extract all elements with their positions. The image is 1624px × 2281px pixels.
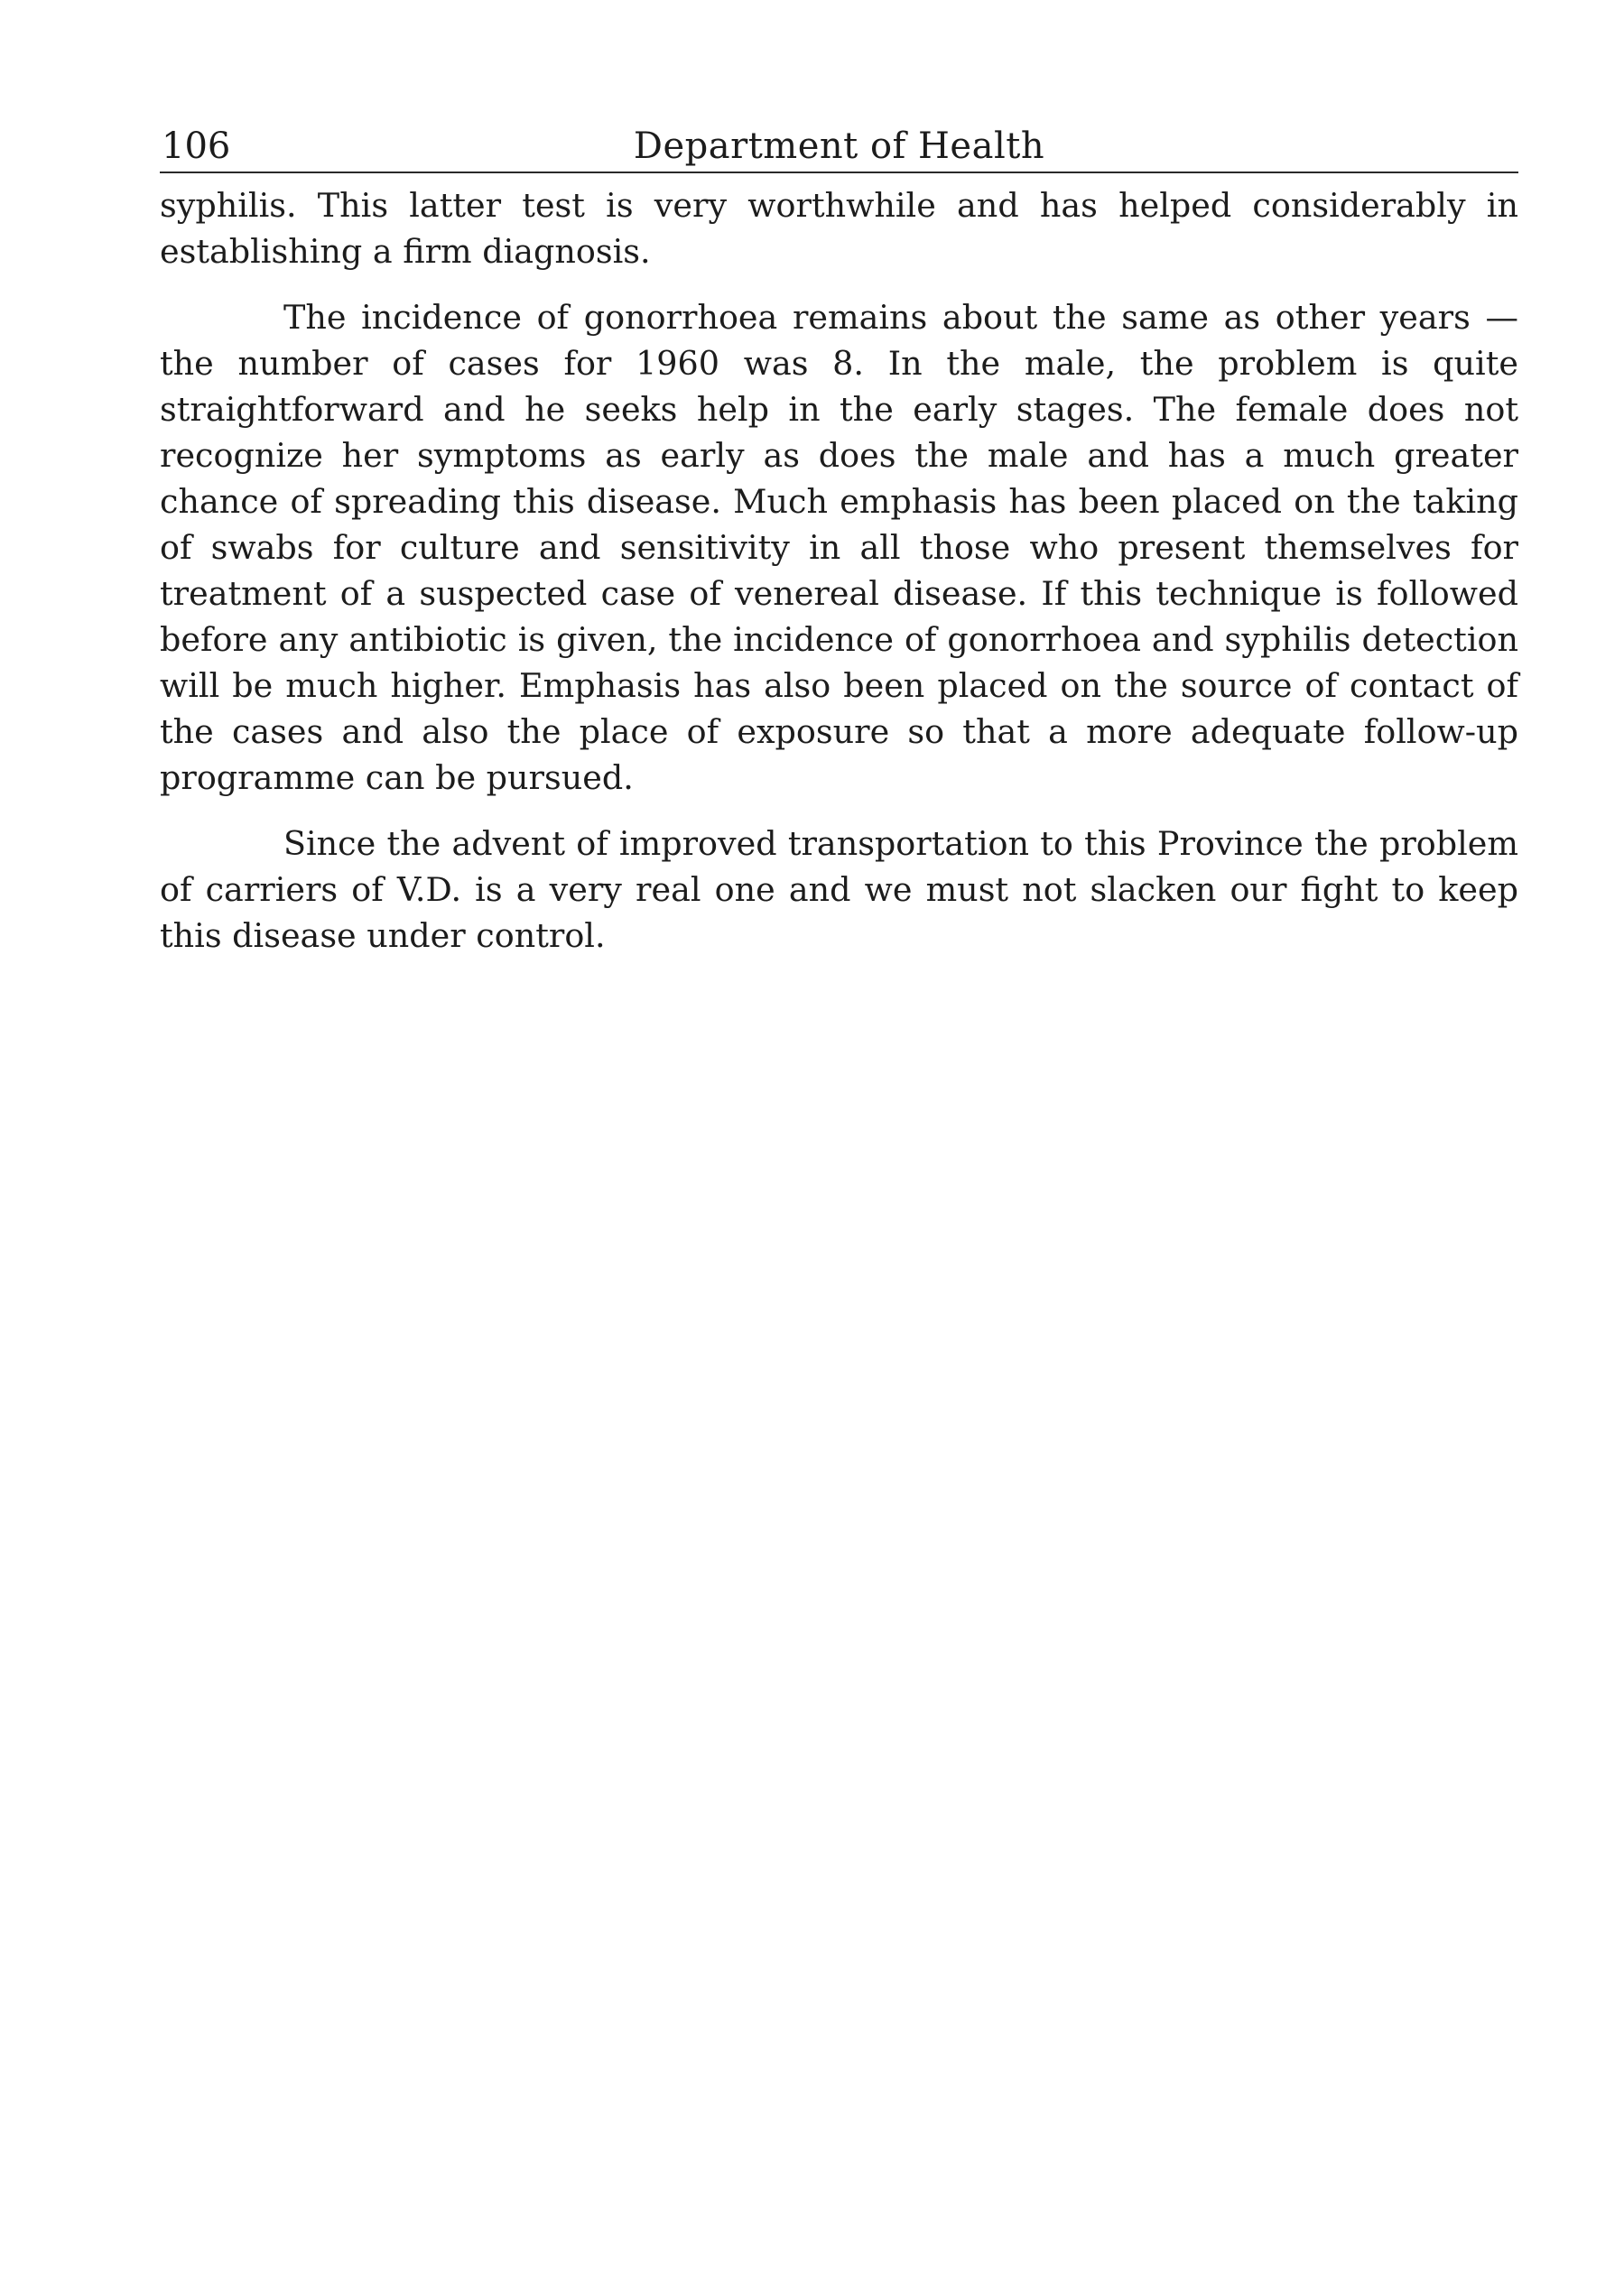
running-title: Department of Health	[633, 125, 1045, 167]
page-number: 106	[162, 125, 231, 167]
paragraph-continuation: syphilis. This latter test is very worthwhile and has helped considerably in establishing a firm diagnosis.	[160, 186, 1518, 271]
paragraph-transportation: Since the advent of improved transportation to this Province the problem of carriers of V.D. is a very real one and we must not slacken our fight to keep this disease under control.	[160, 824, 1518, 955]
body-text	[160, 182, 1518, 959]
running-header	[160, 116, 1518, 170]
document-page	[160, 116, 1518, 978]
paragraph-gonorrhoea: The incidence of gonorrhoea remains about the same as other years — the number of cases for 1960 was 8. In the male, the problem is quite straightforward and he seeks help in the early stages. The female does not recognize her symptoms as early as does the male and has a much greater chance of spreading this disease. Much emphasis has been placed on the taking of swabs for culture and sensitivity in all those who present themselves for treatment of a suspected case of venereal disease. If this technique is followed before any antibiotic is given, the incidence of gonorrhoea and syphilis detection will be much higher. Emphasis has also been placed on the source of contact of the cases and also the place of exposure so that a more adequate follow-up programme can be pursued.	[160, 298, 1518, 797]
